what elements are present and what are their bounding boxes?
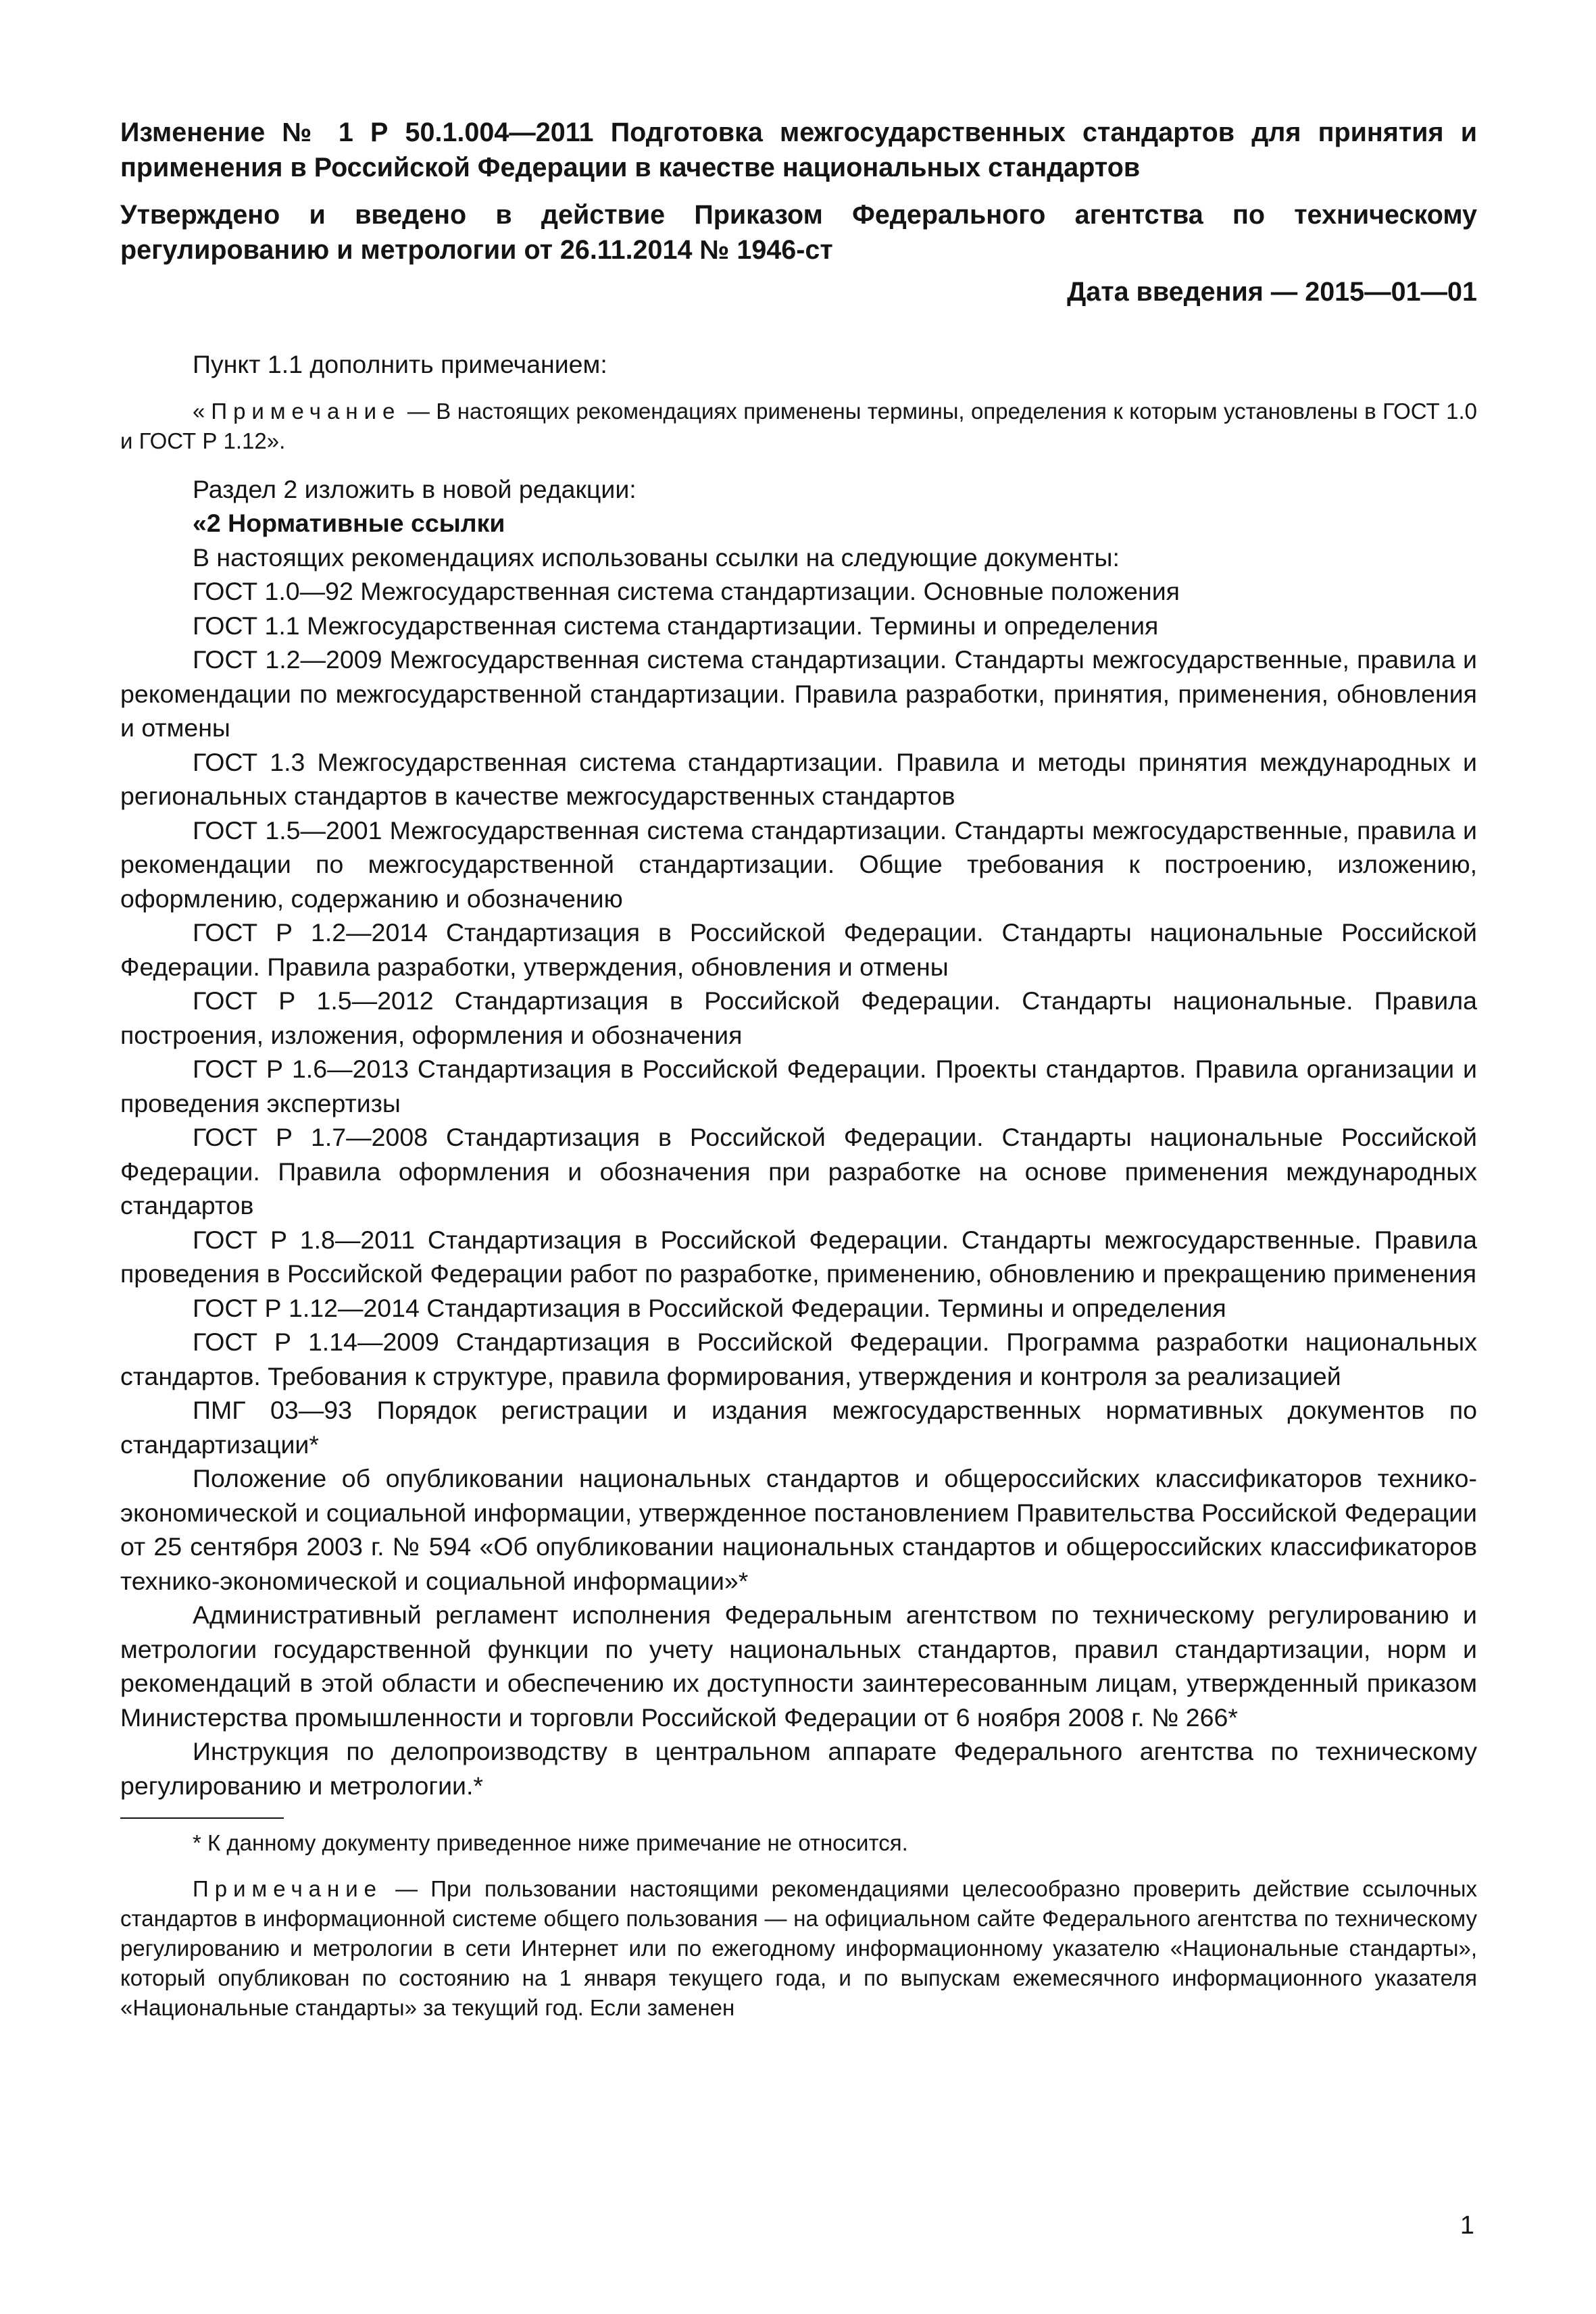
approval-statement: Утверждено и введено в действие Приказом Федерального агентства по техническому регулированию и метрологии от 26.11.2014 № 1946-ст xyxy=(120,200,1477,265)
page-number: 1 xyxy=(1460,2211,1474,2240)
section1-note xyxy=(120,397,1477,456)
footnote-divider xyxy=(120,1817,284,1819)
reference-item: ПМГ 03—93 Порядок регистрации и издания межгосударственных нормативных документов по стандартизации* xyxy=(120,1396,1477,1459)
reference-item: ГОСТ 1.2—2009 Межгосударственная система стандартизации. Стандарты межгосударственные, правила и рекомендации по межгосударственной стандартизации. Правила разработки, принятия, применения, обновления и отмены xyxy=(120,645,1477,742)
note-label: «Примечание xyxy=(193,398,401,424)
reference-item: ГОСТ 1.3 Межгосударственная система стандартизации. Правила и методы принятия международных и региональных стандартов в качестве межгосударственных стандартов xyxy=(120,747,1477,810)
reference-item: ГОСТ Р 1.14—2009 Стандартизация в Российской Федерации. Программа разработки национальных стандартов. Требования к структуре, правила формирования, утверждения и контроля за реализацией xyxy=(120,1328,1477,1390)
reference-item: ГОСТ 1.5—2001 Межгосударственная система стандартизации. Стандарты межгосударственные, правила и рекомендации по межгосударственной стандартизации. Общие требования к построению, изложению, оформлению, содержанию и обозначению xyxy=(120,815,1477,913)
references-list xyxy=(120,574,1477,1803)
reference-item: Административный регламент исполнения Федеральным агентством по техническому регулированию и метрологии государственной функции по учету национальных стандартов, правил стандартизации, норм и рекомендаций в этой области и обеспечению их доступности заинтересованным лицам, утвержденный приказом Министерства промышленности и торговли Российской Федерации от 6 ноября 2008 г. № 266* xyxy=(120,1601,1477,1732)
reference-item: ГОСТ Р 1.12—2014 Стандартизация в Российской Федерации. Термины и определения xyxy=(193,1293,1226,1322)
document-page xyxy=(120,115,1477,2023)
reference-item: ГОСТ Р 1.5—2012 Стандартизация в Российской Федерации. Стандарты национальные. Правила построения, изложения, оформления и обозначения xyxy=(120,986,1477,1049)
reference-item: ГОСТ 1.1 Межгосударственная система стандартизации. Термины и определения xyxy=(193,611,1159,640)
reference-item: ГОСТ Р 1.2—2014 Стандартизация в Российской Федерации. Стандарты национальные Российской Федерации. Правила разработки, утверждения, обновления и отмены xyxy=(120,918,1477,981)
introduction-date: Дата введения — 2015—01—01 xyxy=(1067,277,1477,307)
section2-intro: В настоящих рекомендациях использованы ссылки на следующие документы: xyxy=(193,543,1120,572)
footnote-note-text: — При пользовании настоящими рекомендациями целесообразно проверить действие ссылочных стандартов в информационной системе общего пользования — на официальном сайте Федерального агентства по техническому регулированию и метрологии в сети Интернет или по ежегодному информационному указателю «Национальные стандарты», который опубликован по состоянию на 1 января текущего года, и по выпускам ежемесячного информационного указателя «Национальные стандарты» за текущий год. Если заменен xyxy=(120,1876,1477,2020)
reference-item: ГОСТ 1.0—92 Межгосударственная система стандартизации. Основные положения xyxy=(193,577,1180,605)
amendment-title: Изменение № 1 Р 50.1.004—2011 Подготовка межгосударственных стандартов для принятия и применения в Российской Федерации в качестве национальных стандартов xyxy=(120,118,1477,182)
footnote-asterisk: * К данному документу приведенное ниже примечание не относится. xyxy=(193,1830,908,1855)
footnote-note xyxy=(120,1874,1477,2023)
reference-item: Инструкция по делопроизводству в центральном аппарате Федерального агентства по техническому регулированию и метрологии.* xyxy=(120,1737,1477,1800)
reference-item: Положение об опубликовании национальных стандартов и общероссийских классификаторов технико-экономической и социальной информации, утвержденное постановлением Правительства Российской Федерации от 25 сентября 2003 г. № 594 «Об опубликовании национальных стандартов и общероссийских классификаторов технико-экономической и социальной информации»* xyxy=(120,1464,1477,1595)
reference-item: ГОСТ Р 1.6—2013 Стандартизация в Российской Федерации. Проекты стандартов. Правила организации и проведения экспертизы xyxy=(120,1055,1477,1117)
reference-item: ГОСТ Р 1.8—2011 Стандартизация в Российской Федерации. Стандарты межгосударственные. Правила проведения в Российской Федерации работ по разработке, применению, обновлению и прекращению применения xyxy=(120,1225,1477,1288)
section1-instruction: Пункт 1.1 дополнить примечанием: xyxy=(193,350,607,378)
footnote-note-label: Примечание xyxy=(193,1876,383,1901)
reference-item: ГОСТ Р 1.7—2008 Стандартизация в Российской Федерации. Стандарты национальные Российской Федерации. Правила оформления и обозначения при разработке на основе применения международных стандартов xyxy=(120,1123,1477,1219)
section2-heading: «2 Нормативные ссылки xyxy=(193,509,505,537)
note-text: — В настоящих рекомендациях применены термины, определения к которым установлены в ГОСТ 1.0 и ГОСТ Р 1.12». xyxy=(120,398,1477,453)
section2-instruction: Раздел 2 изложить в новой редакции: xyxy=(193,474,637,503)
